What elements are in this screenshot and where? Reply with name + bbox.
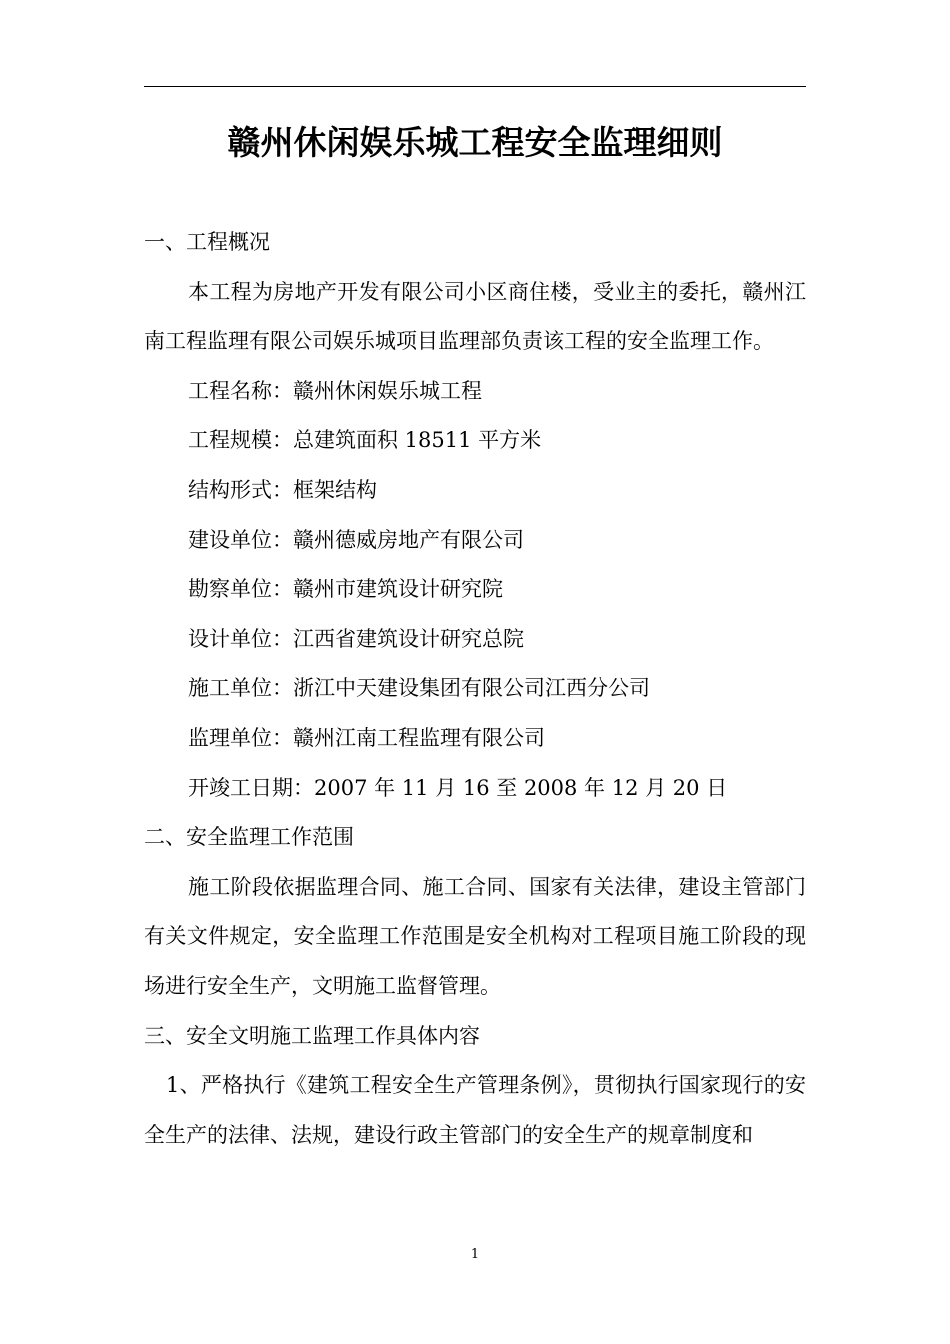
info-supervision-unit: 监理单位：赣州江南工程监理有限公司 — [188, 725, 545, 750]
info-project-scale: 工程规模：总建筑面积 18511 平方米 — [188, 428, 542, 453]
overview-paragraph: 本工程为房地产开发有限公司小区商住楼，受业主的委托，赣州江南工程监理有限公司娱乐城项目监理部负责该工程的安全监理工作。 — [144, 279, 806, 354]
info-owner: 建设单位：赣州德威房地产有限公司 — [188, 527, 524, 552]
document-title: 赣州休闲娱乐城工程安全监理细则 — [227, 123, 723, 162]
scope-paragraph: 施工阶段依据监理合同、施工合同、国家有关法律，建设主管部门有关文件规定，安全监理工作范围是安全机构对工程项目施工阶段的现场进行安全生产，文明施工监督管理。 — [144, 874, 806, 998]
info-design-unit: 设计单位：江西省建筑设计研究总院 — [188, 626, 524, 651]
info-schedule: 开竣工日期：2007 年 11 月 16 至 2008 年 12 月 20 日 — [188, 775, 728, 800]
header-rule — [144, 86, 806, 87]
info-construction-unit: 施工单位：浙江中天建设集团有限公司江西分公司 — [188, 676, 650, 701]
section-heading-content: 三、安全文明施工监理工作具体内容 — [144, 1023, 480, 1048]
content-item-1: 1、严格执行《建筑工程安全生产管理条例》，贯彻执行国家现行的安全生产的法律、法规，建设行政主管部门的安全生产的规章制度和 — [144, 1073, 806, 1147]
info-project-name: 工程名称：赣州休闲娱乐城工程 — [188, 378, 482, 403]
page-number: 1 — [470, 1247, 480, 1262]
section-heading-scope: 二、安全监理工作范围 — [144, 825, 354, 850]
section-heading-overview: 一、工程概况 — [144, 230, 270, 254]
document-body — [144, 218, 806, 1160]
info-survey-unit: 勘察单位：赣州市建筑设计研究院 — [188, 577, 503, 602]
info-structure-type: 结构形式：框架结构 — [188, 477, 377, 502]
